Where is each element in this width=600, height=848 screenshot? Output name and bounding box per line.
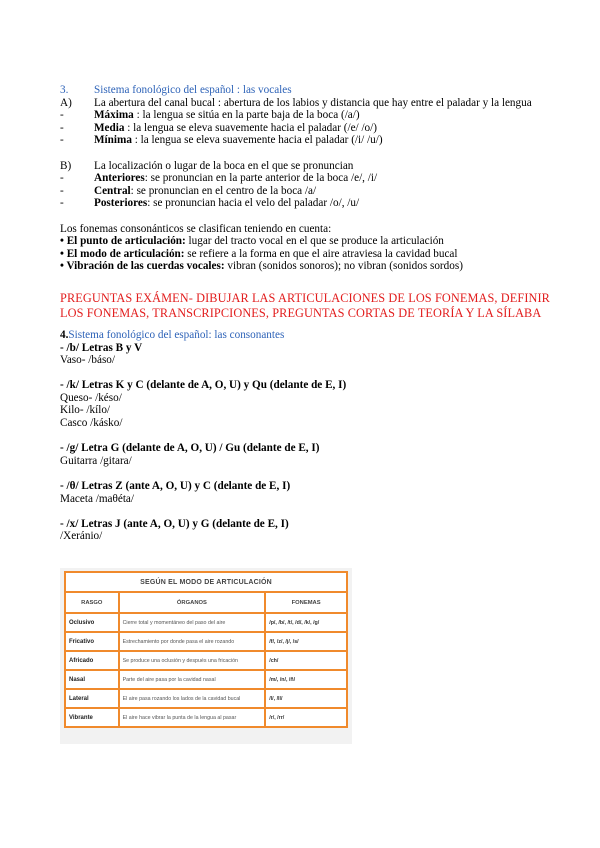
example: Kilo- /kílo/ <box>60 404 111 417</box>
list-dash: - <box>60 109 64 122</box>
phoneme-title: - /θ/ Letras Z (ante A, O, U) y C (delante de E, I) <box>60 480 291 493</box>
list-item <box>60 260 550 273</box>
column-header: RASGO <box>65 592 119 613</box>
phoneme-title: - /k/ Letras K y C (delante de A, O, U) y Qu (delante de E, I) <box>60 379 347 392</box>
table-row <box>65 689 347 708</box>
list-dash: - <box>60 134 64 147</box>
fonemas-cell: /ch/ <box>265 651 347 670</box>
fonemas-cell: /f/, /z/, /j/, /s/ <box>265 632 347 651</box>
list-item <box>60 235 550 248</box>
definition: se refiere a la forma en que el aire atraviesa la cavidad bucal <box>184 247 458 260</box>
list-item <box>60 197 550 210</box>
term: • El punto de articulación: <box>60 235 186 248</box>
phoneme-title: - /x/ Letras J (ante A, O, U) y G (delante de E, I) <box>60 517 289 530</box>
definition: : la lengua se eleva suavemente hacia el paladar (/i/ /u/) <box>131 134 383 147</box>
fonemas-cell: /p/, /b/, /t/, /d/, /k/, /g/ <box>265 613 347 632</box>
table-row <box>65 613 347 632</box>
example: Vaso- /báso/ <box>60 354 115 367</box>
term: Mínima <box>94 134 132 147</box>
phoneme-heading <box>60 342 550 355</box>
organos-cell: Parte del aire pasa por la cavidad nasal <box>119 670 266 689</box>
fonemas-cell: /l/, /ll/ <box>265 689 347 708</box>
phoneme-heading <box>60 480 550 493</box>
list-dash: - <box>60 121 64 134</box>
table-row <box>65 651 347 670</box>
point-b-text: La localización o lugar de la boca en el que se pronuncian <box>94 159 354 172</box>
fonemas-cell: /r/, /rr/ <box>265 708 347 727</box>
point-a-text: La abertura del canal bucal : abertura de los labios y distancia que hay entre el paladar y la lengua <box>94 96 532 109</box>
document-page <box>60 84 550 543</box>
rasgo-cell: Lateral <box>65 689 119 708</box>
organos-cell: El aire hace vibrar la punta de la lengua al pasar <box>119 708 266 727</box>
list-item <box>60 248 550 261</box>
example: Queso- /késo/ <box>60 391 122 404</box>
phoneme-heading <box>60 518 550 531</box>
rasgo-cell: Africado <box>65 651 119 670</box>
section-3-title: Sistema fonológico del español : las vocales <box>94 84 292 96</box>
definition: : la lengua se sitúa en la parte baja de la boca (/a/) <box>133 109 360 122</box>
column-header: FONEMAS <box>265 592 347 613</box>
rasgo-cell: Oclusivo <box>65 613 119 632</box>
term: Máxima <box>94 109 134 122</box>
phoneme-heading <box>60 379 550 392</box>
list-item <box>60 185 550 198</box>
list-item <box>60 172 550 185</box>
column-header: ÓRGANOS <box>119 592 266 613</box>
list-dash: - <box>60 197 64 210</box>
articulation-table <box>64 571 348 728</box>
list-item <box>60 109 550 122</box>
phoneme-title: - /g/ Letra G (delante de A, O, U) / Gu (delante de E, I) <box>60 442 320 455</box>
term: Media <box>94 121 125 134</box>
example: Maceta /maθéta/ <box>60 492 134 505</box>
term: Posteriores <box>94 197 148 210</box>
rasgo-cell: Vibrante <box>65 708 119 727</box>
articulation-table-image <box>60 568 352 744</box>
example: Casco /kásko/ <box>60 417 123 430</box>
point-b <box>60 160 550 173</box>
exam-note: PREGUNTAS EXÁMEN- DIBUJAR LAS ARTICULACIONES DE LOS FONEMAS, DEFINIR LOS FONEMAS, TRANSCRIPCIONES, PREGUNTAS CORTAS DE TEORÍA Y LA SÍLABA <box>60 290 550 320</box>
list-item <box>60 134 550 147</box>
list-dash: - <box>60 172 64 185</box>
term: • Vibración de las cuerdas vocales: <box>60 260 225 273</box>
fonemas-cell: /m/, /n/, /ñ/ <box>265 670 347 689</box>
organos-cell: Estrechamiento por donde pasa el aire rozando <box>119 632 266 651</box>
phoneme-title: - /b/ Letras B y V <box>60 341 143 354</box>
phoneme-heading <box>60 442 550 455</box>
list-dash: - <box>60 184 64 197</box>
definition: : se pronuncian hacia el velo del paladar /o/, /u/ <box>147 197 360 210</box>
point-a <box>60 97 550 110</box>
organos-cell: Se produce una oclusión y después una fricación <box>119 651 266 670</box>
table-row <box>65 670 347 689</box>
section-3-number: 3. <box>60 84 69 96</box>
term: Central <box>94 184 131 197</box>
example: Guitarra /gitara/ <box>60 454 132 467</box>
section-3-heading <box>60 84 550 97</box>
point-b-marker: B) <box>60 159 72 172</box>
section-4-heading <box>60 329 550 342</box>
definition: : la lengua se eleva suavemente hacia el paladar (/e/ /o/) <box>124 121 377 134</box>
definition: : se pronuncian en el centro de la boca /a/ <box>130 184 317 197</box>
example: /Xeránio/ <box>60 530 103 543</box>
table-title: SEGÚN EL MODO DE ARTICULACIÓN <box>65 572 347 592</box>
section-4-number: 4. <box>60 328 69 341</box>
term: Anteriores <box>94 172 145 185</box>
definition: : se pronuncian en la parte anterior de la boca /e/, /i/ <box>144 172 378 185</box>
consonants-intro: Los fonemas consonánticos se clasifican teniendo en cuenta: <box>60 222 332 235</box>
rasgo-cell: Nasal <box>65 670 119 689</box>
rasgo-cell: Fricativo <box>65 632 119 651</box>
point-a-marker: A) <box>60 96 72 109</box>
table-row <box>65 632 347 651</box>
organos-cell: El aire pasa rozando los lados de la cavidad bucal <box>119 689 266 708</box>
term: • El modo de articulación: <box>60 247 185 260</box>
section-4-title: Sistema fonológico del español: las consonantes <box>68 328 285 341</box>
definition: vibran (sonidos sonoros); no vibran (sonidos sordos) <box>224 260 463 273</box>
organos-cell: Cierre total y momentáneo del paso del aire <box>119 613 266 632</box>
table-row <box>65 708 347 727</box>
list-item <box>60 122 550 135</box>
definition: lugar del tracto vocal en el que se produce la articulación <box>185 235 444 248</box>
